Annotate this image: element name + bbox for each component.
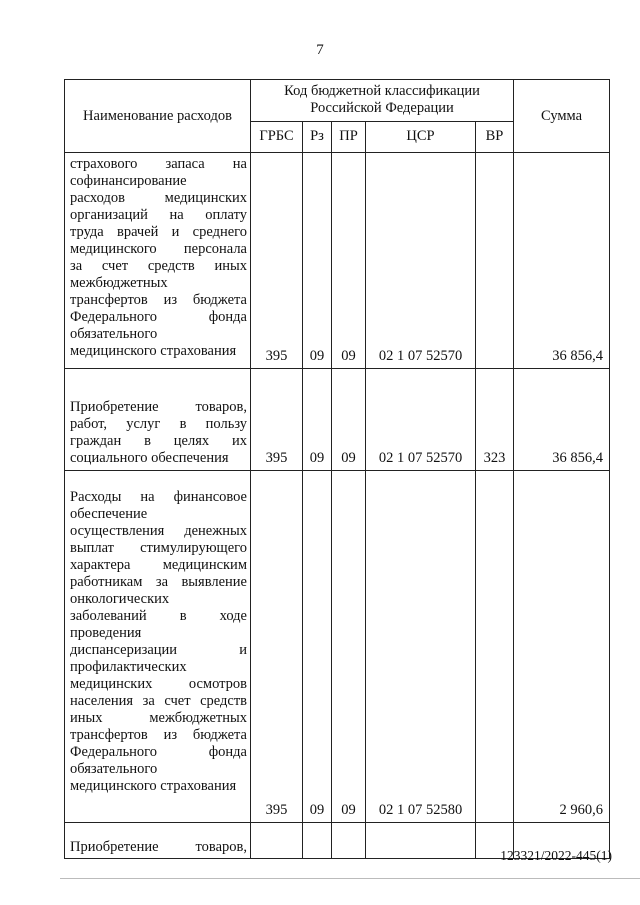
name-line: Приобретение товаров, (70, 839, 247, 855)
cell-csr (366, 823, 476, 859)
cell-vr (476, 153, 514, 369)
name-line: диспансеризации и (70, 642, 247, 658)
name-line: заболеваний в ходе (70, 608, 247, 624)
row-name (65, 153, 251, 369)
cell-pr (332, 823, 366, 859)
name-line: обеспечение (70, 506, 148, 522)
header-grbs: ГРБС (251, 121, 303, 152)
name-line: обязательного (70, 761, 158, 777)
name-line: граждан в целях их (70, 433, 247, 449)
cell-grbs: 395 (251, 471, 303, 823)
name-line: межбюджетных (70, 275, 168, 291)
cell-csr: 02 1 07 52580 (366, 471, 476, 823)
cell-vr (476, 471, 514, 823)
name-line: медицинского персонала (70, 241, 247, 257)
name-line: работ, услуг в пользу (70, 416, 247, 432)
cell-rz: 09 (303, 471, 332, 823)
table-row (65, 369, 610, 471)
header-sum: Сумма (514, 80, 610, 153)
name-line: трансфертов из бюджета (70, 727, 247, 743)
name-line: онкологических (70, 591, 170, 607)
cell-sum: 36 856,4 (514, 153, 610, 369)
header-code-group: Код бюджетной классификации Российской Федерации (251, 80, 514, 122)
cell-grbs: 395 (251, 153, 303, 369)
name-line: проведения (70, 625, 142, 641)
row-name (65, 471, 251, 823)
cell-pr: 09 (332, 153, 366, 369)
name-line: населения за счет средств (70, 693, 247, 709)
cell-sum: 2 960,6 (514, 471, 610, 823)
cell-rz: 09 (303, 369, 332, 471)
cell-pr: 09 (332, 471, 366, 823)
cell-rz: 09 (303, 153, 332, 369)
name-line: софинансирование (70, 173, 187, 189)
header-name: Наименование расходов (65, 80, 251, 153)
name-line: социального обеспечения (70, 450, 229, 466)
name-line: выплат стимулирующего (70, 540, 247, 556)
name-line: осуществления денежных (70, 523, 247, 539)
name-line: Приобретение товаров, (70, 399, 247, 415)
cell-grbs: 395 (251, 369, 303, 471)
name-line: характера медицинским (70, 557, 247, 573)
cell-sum: 36 856,4 (514, 369, 610, 471)
table-row (65, 471, 610, 823)
name-line: трансфертов из бюджета (70, 292, 247, 308)
cell-vr: 323 (476, 369, 514, 471)
name-line: работникам за выявление (70, 574, 247, 590)
cell-csr: 02 1 07 52570 (366, 153, 476, 369)
cell-csr: 02 1 07 52570 (366, 369, 476, 471)
row-name (65, 369, 251, 471)
page-bottom-rule (60, 878, 640, 879)
name-line: иных межбюджетных (70, 710, 247, 726)
name-line: Расходы на финансовое (70, 489, 247, 505)
name-line: труда врачей и среднего (70, 224, 247, 240)
name-line: медицинских осмотров (70, 676, 247, 692)
cell-rz (303, 823, 332, 859)
header-csr: ЦСР (366, 121, 476, 152)
name-line: организаций на оплату (70, 207, 247, 223)
budget-table (64, 79, 610, 859)
cell-pr: 09 (332, 369, 366, 471)
name-line: медицинского страхования (70, 343, 237, 359)
header-pr: ПР (332, 121, 366, 152)
name-line: профилактических (70, 659, 187, 675)
cell-grbs (251, 823, 303, 859)
name-line: обязательного (70, 326, 158, 342)
header-rz: Рз (303, 121, 332, 152)
row-name (65, 823, 251, 859)
name-line: медицинского страхования (70, 778, 237, 794)
name-line: Федерального фонда (70, 744, 247, 760)
name-line: расходов медицинских (70, 190, 247, 206)
name-line: за счет средств иных (70, 258, 247, 274)
page-number: 7 (316, 42, 324, 58)
table-row (65, 153, 610, 369)
name-line: Федерального фонда (70, 309, 247, 325)
name-line: страхового запаса на (70, 156, 247, 172)
document-code: 123321/2022-445(1) (500, 848, 612, 863)
header-vr: ВР (476, 121, 514, 152)
